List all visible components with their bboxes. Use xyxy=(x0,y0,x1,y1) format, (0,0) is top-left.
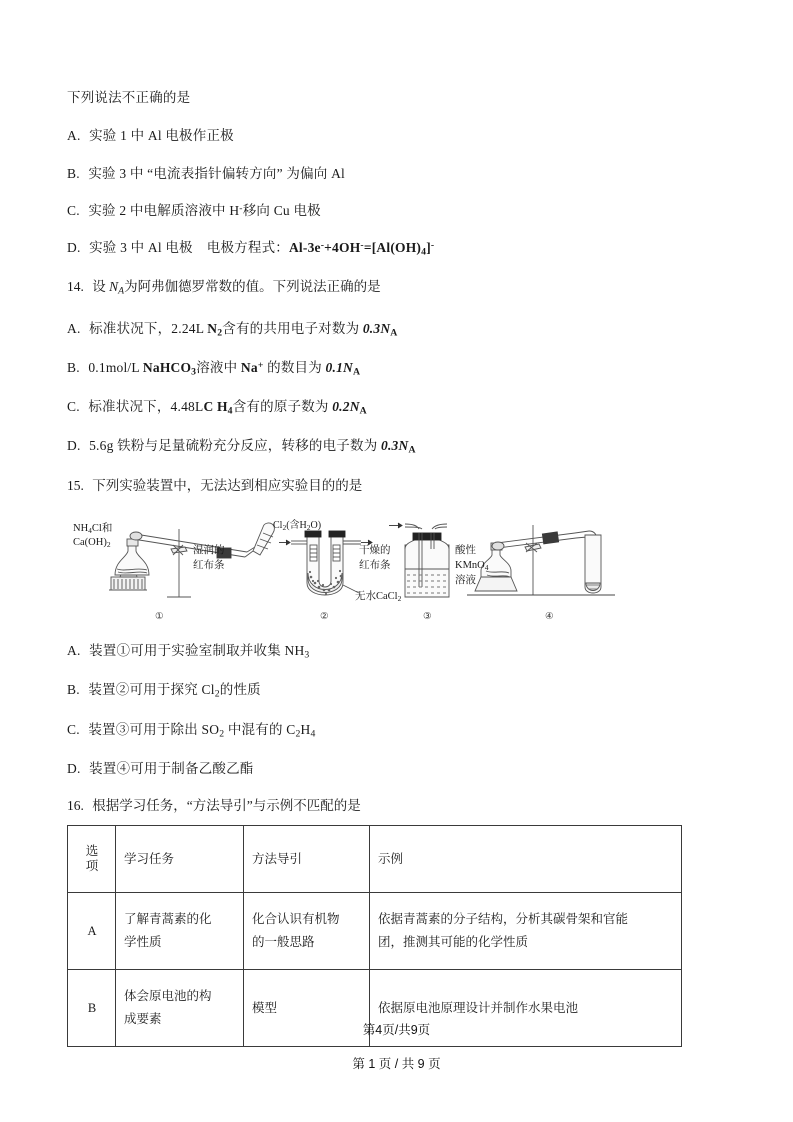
svg-text:①: ① xyxy=(155,612,164,623)
q14-option-b-ion: Na+ xyxy=(240,359,264,375)
apparatus2-gas-inlet-label: $Cl_2$(含$H_2O$) xyxy=(273,520,322,533)
svg-text:④: ④ xyxy=(545,612,554,623)
page-content xyxy=(67,88,727,1047)
q15-option-c-mid: 中混有的 xyxy=(227,721,283,737)
footer-page-indicator-secondary: 第 1 页 / 共 9 页 xyxy=(352,1057,441,1071)
q15-option-d-text: 装置④可用于制备乙酸乙酯 xyxy=(89,760,254,776)
row-b-guide: 模型 xyxy=(244,970,370,1047)
q13-option-d-equation-label: 电极方程式： xyxy=(206,240,289,255)
row-b-example: 依据原电池原理设计并制作水果电池 xyxy=(370,970,682,1047)
q15-option-d[interactable] xyxy=(67,759,727,779)
q13-option-a-label: A. xyxy=(67,128,81,144)
q13-option-c-text-pre: 实验 2 中电解质溶液中 H xyxy=(88,202,240,218)
apparatus3-reagent-l2: KMnO4 xyxy=(455,560,489,573)
row-a-guide-line1: 化合认识有机物 xyxy=(252,912,340,927)
q14-option-d-pre: 5.6g 铁粉与足量硫粉充分反应，转移的电子数为 xyxy=(89,438,378,454)
apparatus3-reagent-l3: 溶液 xyxy=(455,575,476,587)
q13-option-b-text: 实验 3 中 “电流表指针偏转方向” 为偏向 Al xyxy=(88,165,345,181)
header-cell-guide: 方法导引 xyxy=(244,826,370,893)
q15-option-b-label: B. xyxy=(67,682,80,698)
row-a-task-line2: 学性质 xyxy=(124,935,162,950)
apparatus2-wet-strip-label-l2: 红布条 xyxy=(193,560,225,572)
q14-option-d[interactable] xyxy=(67,436,727,458)
q14-stem-pre: 设 xyxy=(92,279,106,295)
q15-option-c-formula: $SO_2$ xyxy=(201,721,225,740)
q14-option-a-mid: 含有的共用电子对数为 xyxy=(222,320,360,336)
q13-option-d-equation: $Al-3e^-+4OH^-=[Al(OH)_4]^-$ xyxy=(288,239,435,258)
q14-stem-post: 为阿弗伽德罗常数的值。下列说法正确的是 xyxy=(124,279,381,295)
q15-option-c-label: C. xyxy=(67,721,80,737)
q14-option-a-label: A. xyxy=(67,320,81,336)
q14-option-a-pre: 标准状况下，2.24L xyxy=(89,320,204,336)
apparatus2-dry-strip-label-l1: 干燥的 xyxy=(359,545,391,557)
apparatus-svg xyxy=(67,515,627,627)
q13-stem-text: 下列说法不正确的是 xyxy=(67,90,191,105)
q14-option-a[interactable] xyxy=(67,319,727,341)
q13-option-a-text: 实验 1 中 Al 电极作正极 xyxy=(89,128,234,144)
q14-option-b-mid2: 的数目为 xyxy=(267,359,322,375)
q14-option-b[interactable] xyxy=(67,358,727,380)
svg-text:②: ② xyxy=(320,612,329,623)
q14-number: 14. xyxy=(67,279,84,295)
q16-table xyxy=(67,825,682,1047)
q14-option-c-label: C. xyxy=(67,399,80,415)
header-cell-option xyxy=(68,826,116,893)
q14-option-b-mid: 溶液中 xyxy=(196,359,238,375)
header-option-line2: 项 xyxy=(85,859,99,874)
row-a-guide-line2: 的一般思路 xyxy=(252,935,315,950)
q14-option-c-mid: 含有的原子数为 xyxy=(232,399,329,415)
q14-option-c-pre: 标准状况下，4.48L xyxy=(88,399,204,415)
q14-option-c-formula: C $H_4$ xyxy=(203,399,233,417)
row-a-option: A xyxy=(68,893,116,970)
q13-option-b[interactable] xyxy=(67,164,727,184)
row-b-task-line1: 体会原电池的构 xyxy=(124,989,212,1004)
q13-option-a[interactable] xyxy=(67,126,727,146)
q16-stem-text: 根据学习任务，“方法导引”与示例不匹配的是 xyxy=(92,798,361,814)
q15-option-b-post: 的性质 xyxy=(219,682,261,698)
q14-option-b-pre: 0.1mol/L xyxy=(88,359,140,375)
q14-option-c[interactable] xyxy=(67,397,727,419)
q15-option-a-formula: $NH_3$ xyxy=(284,643,310,661)
row-a-task xyxy=(116,893,244,970)
q13-option-c-charge: - xyxy=(239,202,243,214)
q15-stem xyxy=(67,476,727,496)
q14-option-b-formula: NaHCO$_3$ xyxy=(142,359,197,378)
q14-option-b-label: B. xyxy=(67,359,80,375)
apparatus2-cacl2-label: 无水CaCl2 xyxy=(355,591,402,604)
q13-option-c[interactable] xyxy=(67,201,727,221)
apparatus3-reagent-l1: 酸性 xyxy=(455,545,476,557)
q15-number: 15. xyxy=(67,477,84,493)
q15-option-b-formula: $Cl_2$ xyxy=(201,682,220,701)
q13-option-c-label: C. xyxy=(67,202,80,218)
q14-na-symbol: $N_A$ xyxy=(109,279,125,298)
table-row xyxy=(68,893,682,970)
q15-option-a-text: 装置①可用于实验室制取并收集 xyxy=(89,643,281,659)
q15-stem-text: 下列实验装置中，无法达到相应实验目的的是 xyxy=(92,477,363,493)
q14-option-a-value: $0.3N_A$ xyxy=(362,320,398,339)
apparatus1-reagent-line1: NH4Cl和 xyxy=(73,523,113,536)
apparatus2-wet-strip-label-l1: 湿润的 xyxy=(193,545,225,557)
svg-text:③: ③ xyxy=(423,612,432,623)
apparatus1-reagent-line2: Ca(OH)2 xyxy=(73,537,111,550)
experiment-apparatus-figure xyxy=(67,515,727,627)
header-cell-task: 学习任务 xyxy=(116,826,244,893)
q13-option-b-label: B. xyxy=(67,165,80,181)
table-header-row xyxy=(68,826,682,893)
q14-stem xyxy=(67,277,727,299)
q15-option-d-label: D. xyxy=(67,760,81,776)
q14-option-b-value: $0.1N_A$ xyxy=(325,359,361,378)
apparatus2-dry-strip-label-l2: 红布条 xyxy=(359,560,391,572)
footer-page-indicator-primary: 第4页/共9页 xyxy=(362,1023,431,1037)
row-b-option: B xyxy=(68,970,116,1047)
header-cell-example: 示例 xyxy=(370,826,682,893)
q15-option-b-text: 装置②可用于探究 xyxy=(88,682,198,698)
q14-option-c-value: $0.2N_A$ xyxy=(332,399,367,417)
q15-option-c[interactable] xyxy=(67,720,727,742)
q13-option-c-text-post: 移向 Cu 电极 xyxy=(242,202,321,218)
row-a-example-line1: 依据青蒿素的分子结构，分析其碳骨架和官能 xyxy=(378,912,629,927)
q14-option-a-formula: $N_2$ xyxy=(207,320,223,339)
q13-option-d-text: 实验 3 中 Al 电极 xyxy=(89,240,193,255)
row-a-example xyxy=(370,893,682,970)
q14-option-d-value: $0.3N_A$ xyxy=(381,438,416,457)
q15-option-a-label: A. xyxy=(67,643,81,659)
row-b-task-line2: 成要素 xyxy=(124,1012,162,1027)
q16-number: 16. xyxy=(67,798,84,814)
q13-stem xyxy=(67,88,727,108)
q13-option-d[interactable] xyxy=(67,238,727,260)
row-a-example-line2: 团，推测其可能的化学性质 xyxy=(378,935,529,950)
q15-option-a[interactable] xyxy=(67,641,727,663)
q15-option-b[interactable] xyxy=(67,680,727,702)
row-a-task-line1: 了解青蒿素的化 xyxy=(124,912,212,927)
q13-option-d-label: D. xyxy=(67,240,81,255)
q16-stem xyxy=(67,796,727,816)
header-option-line1: 选 xyxy=(85,843,99,858)
row-a-guide xyxy=(244,893,370,970)
q14-option-d-label: D. xyxy=(67,438,81,454)
q15-option-c-text: 装置③可用于除出 xyxy=(88,721,198,737)
q15-option-c-formula2: $C_2H_4$ xyxy=(286,721,316,740)
